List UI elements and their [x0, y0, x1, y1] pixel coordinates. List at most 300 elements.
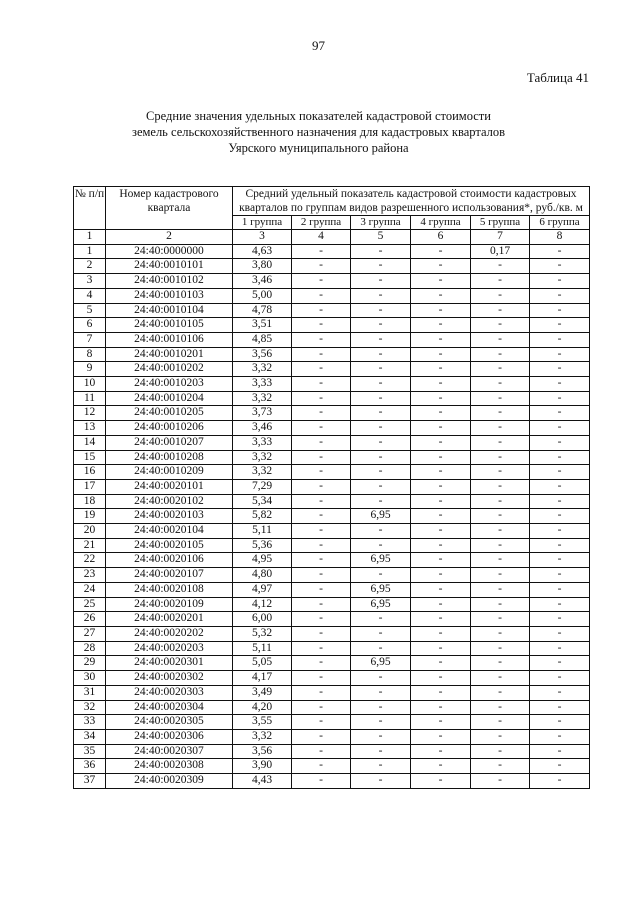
table-row — [74, 582, 590, 597]
group-value: - — [411, 259, 471, 274]
group-value: - — [292, 715, 351, 730]
cadastral-quarter: 24:40:0020308 — [106, 759, 233, 774]
group-value: 4,43 — [233, 774, 292, 789]
group-value: - — [351, 362, 411, 377]
cadastral-quarter: 24:40:0020304 — [106, 700, 233, 715]
group-value: - — [471, 524, 530, 539]
table-body — [74, 244, 590, 788]
row-number: 37 — [74, 774, 106, 789]
group-value: - — [411, 391, 471, 406]
group-value: - — [292, 597, 351, 612]
row-number: 33 — [74, 715, 106, 730]
cadastral-quarter: 24:40:0020309 — [106, 774, 233, 789]
group-value: - — [530, 553, 590, 568]
table-row — [74, 244, 590, 259]
cadastral-quarter: 24:40:0020101 — [106, 479, 233, 494]
group-value: - — [292, 524, 351, 539]
group-value: - — [351, 450, 411, 465]
group-value: 6,95 — [351, 656, 411, 671]
group-value: 4,17 — [233, 671, 292, 686]
group-value: - — [351, 274, 411, 289]
row-number: 28 — [74, 641, 106, 656]
group-value: - — [530, 288, 590, 303]
group-value: - — [411, 700, 471, 715]
group-value: - — [292, 362, 351, 377]
row-number: 31 — [74, 685, 106, 700]
group-value: 7,29 — [233, 479, 292, 494]
group-value: - — [292, 391, 351, 406]
group-value: - — [292, 465, 351, 480]
group-value: - — [471, 421, 530, 436]
row-number: 35 — [74, 744, 106, 759]
cadastral-quarter: 24:40:0020306 — [106, 729, 233, 744]
cadastral-quarter: 24:40:0020107 — [106, 568, 233, 583]
group-value: 4,63 — [233, 244, 292, 259]
group-value: - — [471, 626, 530, 641]
group-value: - — [471, 274, 530, 289]
cadastral-quarter: 24:40:0020104 — [106, 524, 233, 539]
table-row — [74, 729, 590, 744]
group-value: 5,11 — [233, 524, 292, 539]
group-value: - — [351, 568, 411, 583]
group-value: - — [530, 406, 590, 421]
table-row — [74, 656, 590, 671]
group-value: - — [292, 479, 351, 494]
row-number: 10 — [74, 377, 106, 392]
column-number: 1 — [74, 230, 106, 245]
table-row — [74, 421, 590, 436]
cadastral-quarter: 24:40:0020203 — [106, 641, 233, 656]
group-value: 3,90 — [233, 759, 292, 774]
cadastral-quarter: 24:40:0010206 — [106, 421, 233, 436]
row-number: 17 — [74, 479, 106, 494]
cadastral-quarter: 24:40:0000000 — [106, 244, 233, 259]
group-value: - — [530, 332, 590, 347]
group-value: 5,11 — [233, 641, 292, 656]
table-row — [74, 406, 590, 421]
group-value: - — [411, 377, 471, 392]
group-value: - — [471, 377, 530, 392]
group-value: - — [411, 626, 471, 641]
group-value: - — [411, 288, 471, 303]
group-value: 4,95 — [233, 553, 292, 568]
row-number: 21 — [74, 538, 106, 553]
group-value: - — [471, 494, 530, 509]
group-value: - — [530, 479, 590, 494]
group-value: - — [530, 509, 590, 524]
group-value: - — [351, 288, 411, 303]
group-value: - — [351, 347, 411, 362]
table-row — [74, 274, 590, 289]
table-row — [74, 288, 590, 303]
row-number: 13 — [74, 421, 106, 436]
table-row — [74, 303, 590, 318]
group-value: - — [292, 685, 351, 700]
group-value: 4,85 — [233, 332, 292, 347]
cadastral-quarter: 24:40:0020106 — [106, 553, 233, 568]
group-value: - — [530, 274, 590, 289]
group-value: - — [471, 509, 530, 524]
group-value: - — [351, 303, 411, 318]
group-value: - — [411, 685, 471, 700]
row-number: 26 — [74, 612, 106, 627]
group-value: - — [292, 259, 351, 274]
group-value: - — [471, 465, 530, 480]
column-numbers-row — [74, 230, 590, 245]
group-value: - — [530, 524, 590, 539]
group-value: - — [351, 465, 411, 480]
group-value: - — [351, 377, 411, 392]
group-value: - — [351, 759, 411, 774]
table-row — [74, 685, 590, 700]
group-value: - — [411, 318, 471, 333]
table-row — [74, 479, 590, 494]
group-value: 5,00 — [233, 288, 292, 303]
row-number: 36 — [74, 759, 106, 774]
group-value: - — [471, 332, 530, 347]
group-value: - — [411, 421, 471, 436]
column-number: 4 — [292, 230, 351, 245]
header-avg-value: Средний удельный показатель кадастровой стоимости кадастровых кварталов по группам видов разрешенного использования*, руб./кв. м — [233, 187, 590, 216]
group-value: 3,56 — [233, 347, 292, 362]
group-value: - — [292, 700, 351, 715]
cadastral-quarter: 24:40:0020202 — [106, 626, 233, 641]
group-value: 3,33 — [233, 435, 292, 450]
group-value: - — [471, 259, 530, 274]
group-value: - — [292, 509, 351, 524]
group-value: 3,73 — [233, 406, 292, 421]
group-value: - — [411, 744, 471, 759]
header-group: 5 группа — [471, 216, 530, 230]
group-value: - — [411, 524, 471, 539]
group-value: - — [292, 538, 351, 553]
group-value: - — [411, 729, 471, 744]
row-number: 32 — [74, 700, 106, 715]
table-row — [74, 744, 590, 759]
row-number: 12 — [74, 406, 106, 421]
row-number: 7 — [74, 332, 106, 347]
group-value: - — [411, 656, 471, 671]
group-value: - — [292, 759, 351, 774]
group-value: - — [351, 626, 411, 641]
cadastral-quarter: 24:40:0020105 — [106, 538, 233, 553]
group-value: - — [530, 729, 590, 744]
row-number: 1 — [74, 244, 106, 259]
cadastral-quarter: 24:40:0010106 — [106, 332, 233, 347]
group-value: 4,12 — [233, 597, 292, 612]
cadastral-quarter: 24:40:0010204 — [106, 391, 233, 406]
group-value: - — [292, 582, 351, 597]
group-value: - — [471, 391, 530, 406]
group-value: 3,32 — [233, 465, 292, 480]
header-group: 3 группа — [351, 216, 411, 230]
group-value: - — [471, 685, 530, 700]
group-value: - — [292, 406, 351, 421]
cadastral-quarter: 24:40:0020301 — [106, 656, 233, 671]
group-value: - — [411, 450, 471, 465]
cadastral-quarter: 24:40:0010205 — [106, 406, 233, 421]
table-row — [74, 700, 590, 715]
column-number: 2 — [106, 230, 233, 245]
table-row — [74, 671, 590, 686]
group-value: - — [292, 347, 351, 362]
group-value: 3,55 — [233, 715, 292, 730]
group-value: - — [292, 494, 351, 509]
group-value: - — [351, 479, 411, 494]
table-row — [74, 524, 590, 539]
cadastral-quarter: 24:40:0020103 — [106, 509, 233, 524]
group-value: - — [530, 597, 590, 612]
group-value: - — [411, 715, 471, 730]
group-value: - — [471, 715, 530, 730]
header-num: № п/п — [74, 187, 106, 230]
group-value: - — [351, 435, 411, 450]
group-value: - — [411, 641, 471, 656]
group-value: - — [292, 303, 351, 318]
group-value: - — [530, 744, 590, 759]
group-value: - — [351, 406, 411, 421]
group-value: - — [471, 288, 530, 303]
group-value: - — [530, 421, 590, 436]
row-number: 29 — [74, 656, 106, 671]
group-value: 6,95 — [351, 509, 411, 524]
row-number: 6 — [74, 318, 106, 333]
cadastral-quarter: 24:40:0020302 — [106, 671, 233, 686]
group-value: - — [411, 494, 471, 509]
group-value: - — [292, 612, 351, 627]
table-row — [74, 465, 590, 480]
cadastral-quarter: 24:40:0020109 — [106, 597, 233, 612]
group-value: - — [471, 362, 530, 377]
group-value: - — [530, 538, 590, 553]
group-value: - — [530, 626, 590, 641]
table-title — [0, 108, 637, 156]
group-value: - — [411, 568, 471, 583]
table-row — [74, 391, 590, 406]
group-value: - — [411, 479, 471, 494]
group-value: - — [471, 656, 530, 671]
group-value: - — [292, 421, 351, 436]
group-value: - — [530, 612, 590, 627]
group-value: - — [471, 347, 530, 362]
cadastral-quarter: 24:40:0020108 — [106, 582, 233, 597]
table-row — [74, 377, 590, 392]
group-value: 5,82 — [233, 509, 292, 524]
group-value: - — [351, 715, 411, 730]
group-value: - — [411, 435, 471, 450]
group-value: 5,05 — [233, 656, 292, 671]
group-value: - — [411, 406, 471, 421]
table-row — [74, 774, 590, 789]
group-value: 3,32 — [233, 362, 292, 377]
header-group: 1 группа — [233, 216, 292, 230]
table-row — [74, 259, 590, 274]
table-label: Таблица 41 — [526, 70, 589, 85]
table-row — [74, 362, 590, 377]
cadastral-quarter: 24:40:0010104 — [106, 303, 233, 318]
group-value: - — [530, 318, 590, 333]
group-value: - — [351, 244, 411, 259]
table-row — [74, 626, 590, 641]
group-value: - — [411, 465, 471, 480]
table-row — [74, 347, 590, 362]
table-row — [74, 715, 590, 730]
group-value: 3,51 — [233, 318, 292, 333]
group-value: - — [292, 744, 351, 759]
table-row — [74, 641, 590, 656]
row-number: 15 — [74, 450, 106, 465]
row-number: 24 — [74, 582, 106, 597]
column-number: 6 — [411, 230, 471, 245]
title-line: Средние значения удельных показателей кадастровой стоимости — [146, 109, 491, 123]
group-value: - — [351, 612, 411, 627]
cadastral-quarter: 24:40:0010202 — [106, 362, 233, 377]
group-value: - — [292, 656, 351, 671]
group-value: - — [471, 406, 530, 421]
table-row — [74, 538, 590, 553]
group-value: - — [530, 259, 590, 274]
row-number: 25 — [74, 597, 106, 612]
group-value: - — [530, 774, 590, 789]
group-value: - — [411, 612, 471, 627]
group-value: - — [292, 377, 351, 392]
group-value: - — [351, 685, 411, 700]
cadastral-quarter: 24:40:0010209 — [106, 465, 233, 480]
row-number: 30 — [74, 671, 106, 686]
group-value: - — [411, 244, 471, 259]
group-value: - — [351, 729, 411, 744]
cadastral-quarter: 24:40:0010203 — [106, 377, 233, 392]
row-number: 2 — [74, 259, 106, 274]
group-value: - — [471, 671, 530, 686]
group-value: - — [411, 347, 471, 362]
table-row — [74, 435, 590, 450]
row-number: 34 — [74, 729, 106, 744]
group-value: 4,78 — [233, 303, 292, 318]
group-value: - — [530, 244, 590, 259]
group-value: - — [351, 774, 411, 789]
group-value: - — [530, 362, 590, 377]
table-row — [74, 553, 590, 568]
row-number: 14 — [74, 435, 106, 450]
cadastral-quarter: 24:40:0010105 — [106, 318, 233, 333]
group-value: - — [471, 553, 530, 568]
group-value: - — [471, 435, 530, 450]
group-value: - — [471, 303, 530, 318]
group-value: - — [530, 700, 590, 715]
group-value: - — [411, 303, 471, 318]
group-value: 0,17 — [471, 244, 530, 259]
group-value: - — [292, 274, 351, 289]
group-value: - — [351, 391, 411, 406]
column-number: 3 — [233, 230, 292, 245]
group-value: - — [411, 538, 471, 553]
group-value: - — [530, 715, 590, 730]
group-value: 5,32 — [233, 626, 292, 641]
table-row — [74, 597, 590, 612]
column-number: 7 — [471, 230, 530, 245]
group-value: 5,34 — [233, 494, 292, 509]
group-value: - — [351, 700, 411, 715]
group-value: - — [471, 744, 530, 759]
group-value: 4,20 — [233, 700, 292, 715]
group-value: - — [530, 656, 590, 671]
group-value: 3,33 — [233, 377, 292, 392]
page-number: 97 — [312, 38, 325, 53]
group-value: - — [411, 582, 471, 597]
group-value: - — [530, 303, 590, 318]
group-value: 3,32 — [233, 391, 292, 406]
row-number: 23 — [74, 568, 106, 583]
group-value: - — [292, 435, 351, 450]
group-value: - — [351, 332, 411, 347]
group-value: - — [471, 450, 530, 465]
group-value: - — [530, 494, 590, 509]
table-row — [74, 450, 590, 465]
group-value: - — [471, 729, 530, 744]
group-value: - — [530, 582, 590, 597]
group-value: 3,80 — [233, 259, 292, 274]
group-value: 6,95 — [351, 582, 411, 597]
group-value: - — [351, 641, 411, 656]
group-value: 6,95 — [351, 597, 411, 612]
title-line: земель сельскохозяйственного назначения для кадастровых кварталов — [132, 125, 505, 139]
group-value: - — [292, 774, 351, 789]
row-number: 5 — [74, 303, 106, 318]
cadastral-quarter: 24:40:0020305 — [106, 715, 233, 730]
group-value: 3,46 — [233, 274, 292, 289]
row-number: 22 — [74, 553, 106, 568]
cadastral-quarter: 24:40:0020102 — [106, 494, 233, 509]
group-value: - — [530, 391, 590, 406]
column-number: 5 — [351, 230, 411, 245]
group-value: - — [471, 774, 530, 789]
group-value: - — [292, 332, 351, 347]
group-value: - — [351, 421, 411, 436]
cadastral-quarter: 24:40:0020201 — [106, 612, 233, 627]
group-value: - — [530, 450, 590, 465]
group-value: - — [411, 553, 471, 568]
header-quarter: Номер кадастрового квартала — [106, 187, 233, 230]
header-group: 4 группа — [411, 216, 471, 230]
group-value: - — [292, 641, 351, 656]
group-value: - — [292, 671, 351, 686]
group-value: - — [530, 759, 590, 774]
cadastral-quarter: 24:40:0010201 — [106, 347, 233, 362]
group-value: - — [471, 597, 530, 612]
group-value: - — [351, 671, 411, 686]
group-value: - — [292, 568, 351, 583]
row-number: 16 — [74, 465, 106, 480]
group-value: - — [471, 568, 530, 583]
group-value: - — [471, 479, 530, 494]
table-row — [74, 509, 590, 524]
group-value: - — [351, 494, 411, 509]
group-value: - — [411, 671, 471, 686]
group-value: 4,80 — [233, 568, 292, 583]
group-value: - — [292, 318, 351, 333]
cadastral-quarter: 24:40:0020307 — [106, 744, 233, 759]
group-value: - — [471, 612, 530, 627]
table-row — [74, 494, 590, 509]
cadastral-value-table — [73, 186, 590, 789]
table-row — [74, 759, 590, 774]
group-value: - — [530, 671, 590, 686]
group-value: 6,95 — [351, 553, 411, 568]
row-number: 9 — [74, 362, 106, 377]
group-value: 3,56 — [233, 744, 292, 759]
group-value: - — [351, 259, 411, 274]
